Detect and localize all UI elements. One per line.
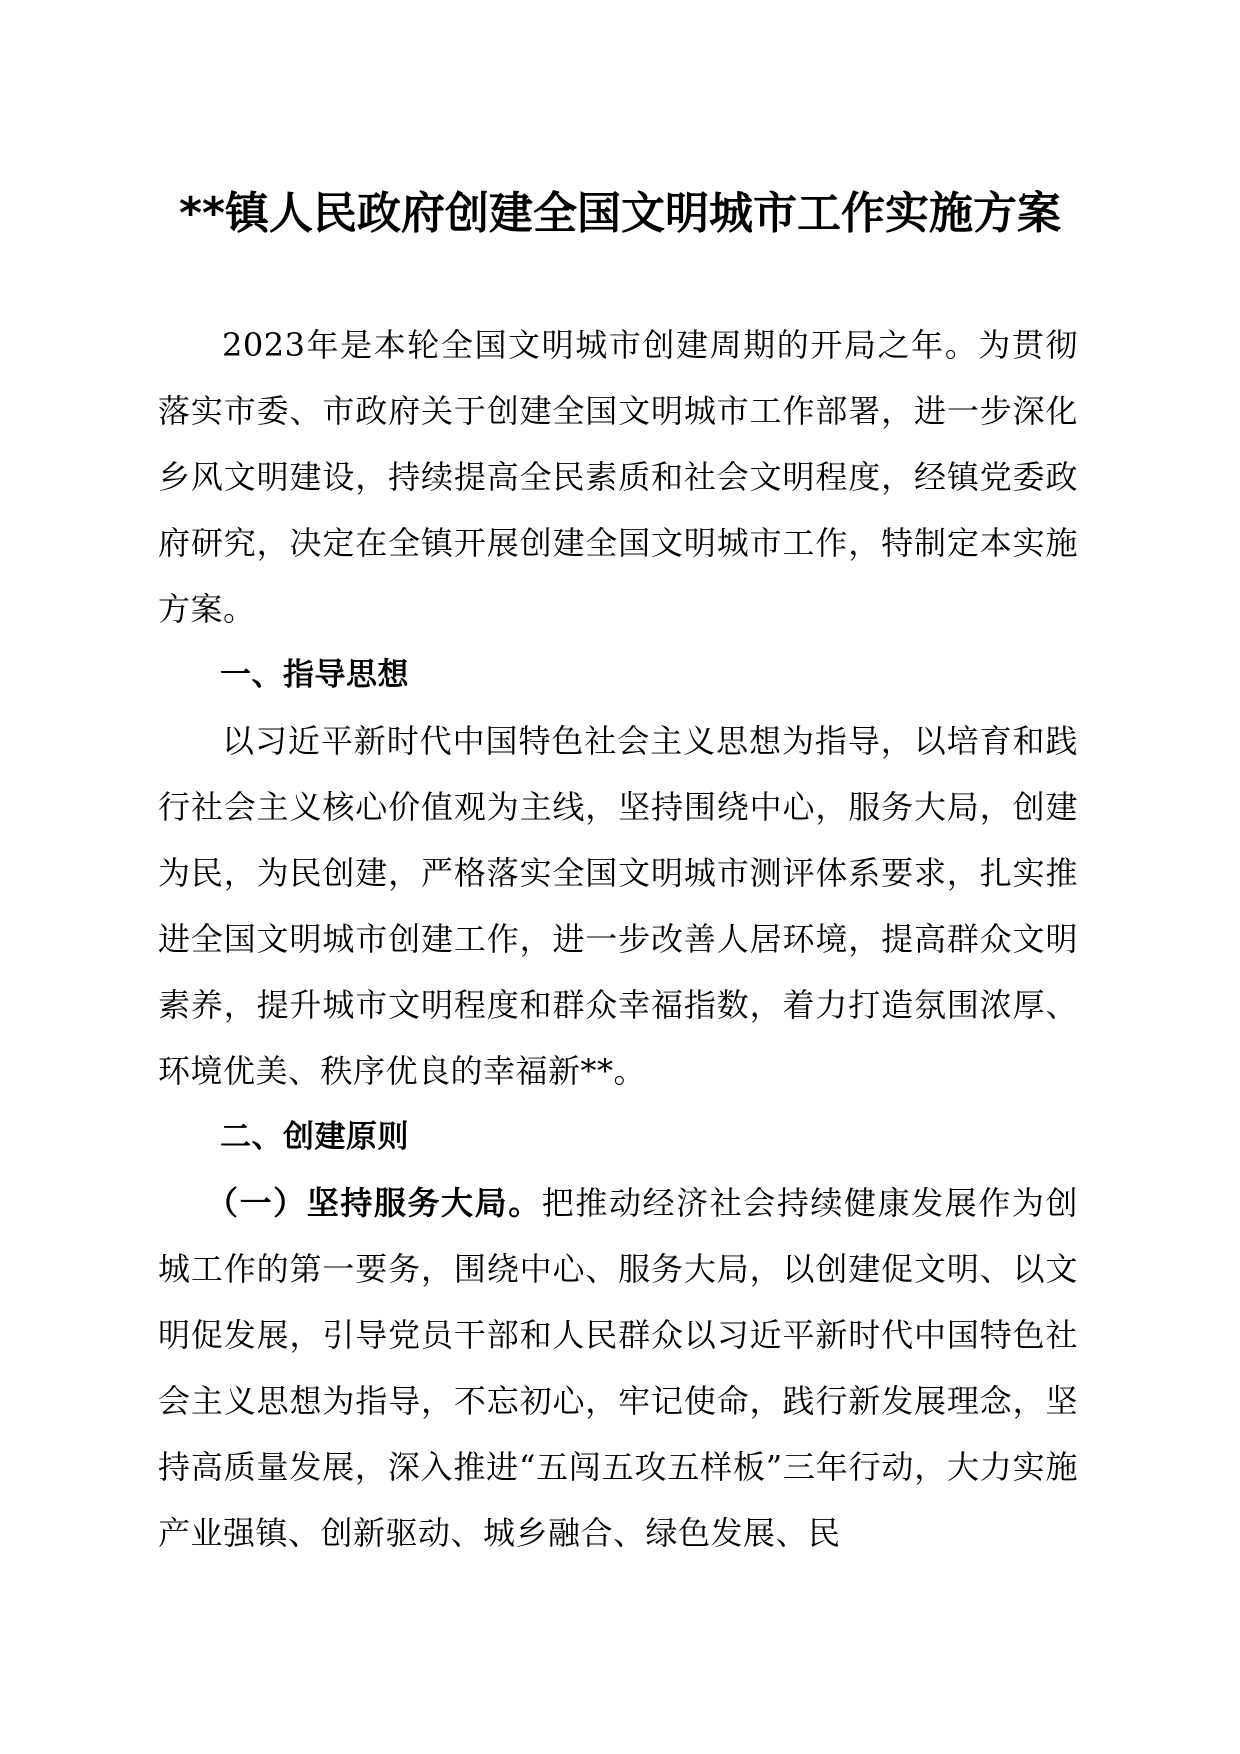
guiding-ideology-paragraph: 以习近平新时代中国特色社会主义思想为指导，以培育和践行社会主义核心价值观为主线，坚持围绕中心，服务大局，创建为民，为民创建，严格落实全国文明城市测评体系要求，扎实推进全国文明城市创建工作，进一步改善人居环境，提高群众文明素养，提升城市文明程度和群众幸福指数，着力打造氛围浓厚、环境优美、秩序优良的幸福新**。 bbox=[158, 722, 1078, 1090]
section-heading-principles: 二、创建原则 bbox=[220, 1119, 409, 1155]
document-title: **镇人民政府创建全国文明城市工作实施方案 bbox=[178, 188, 1062, 239]
principle-item-1-paragraph bbox=[158, 1170, 1078, 1566]
principle-item-1-text: 把推动经济社会持续健康发展作为创城工作的第一要务，围绕中心、服务大局，以创建促文明、以文明促发展，引导党员干部和人民群众以习近平新时代中国特色社会主义思想为指导，不忘初心，牢记使命，践行新发展理念，坚持高质量发展，深入推进“五闯五攻五样板”三年行动，大力实施产业强镇、创新驱动、城乡融合、绿色发展、民 bbox=[158, 1184, 1078, 1552]
intro-paragraph: 2023年是本轮全国文明城市创建周期的开局之年。为贯彻落实市委、市政府关于创建全国文明城市工作部署，进一步深化乡风文明建设，持续提高全民素质和社会文明程度，经镇党委政府研究，决定在全镇开展创建全国文明城市工作，特制定本实施方案。 bbox=[158, 326, 1078, 628]
document-body bbox=[158, 312, 1078, 1566]
section-heading-guiding-ideology: 一、指导思想 bbox=[220, 657, 409, 693]
principle-item-1-lead: （一）坚持服务大局。 bbox=[206, 1184, 542, 1222]
